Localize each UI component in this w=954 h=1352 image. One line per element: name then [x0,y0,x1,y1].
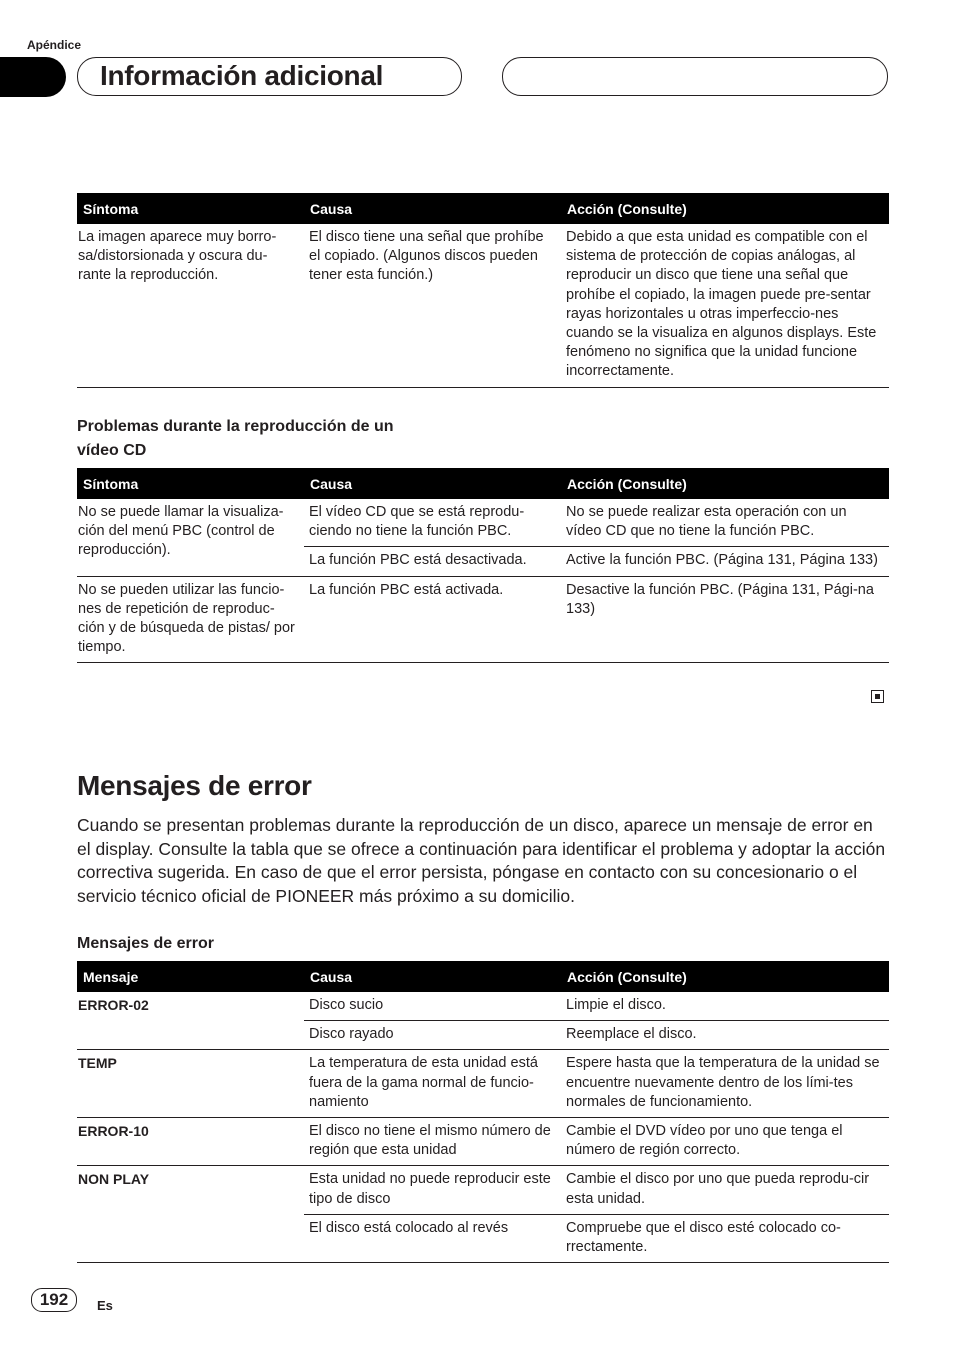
action-cell: No se puede realizar esta operación con un vídeo CD que no tiene la función PBC. [566,504,847,540]
table-row [77,1166,889,1214]
chapter-title: Información adicional [100,60,384,91]
header-cause: Causa [304,193,561,224]
action-cell: Desactive la función PBC. (Página 131, Pági-na 133) [561,576,889,663]
table-row [77,576,889,663]
error-messages-title: Mensajes de error [77,770,312,801]
header-action: Acción (Consulte) [561,193,889,224]
header-blank-box [502,57,888,96]
vcd-problems-table [77,468,889,663]
action-cell: Active la función PBC. (Página 131, Página 133) [561,547,889,576]
table-row [77,992,889,1021]
error-table-heading: Mensajes de error [77,935,214,952]
vcd-heading-line-1: Problemas durante la reproducción de un [77,418,394,435]
cause-cell: Disco sucio [309,997,384,1013]
cause-cell: El disco no tiene el mismo número de región que esta unidad [304,1118,561,1166]
cause-cell: La función PBC está desactivada. [304,547,561,576]
action-cell: Limpie el disco. [566,997,666,1013]
cause-cell: El disco tiene una señal que prohíbe el copiado. (Algunos discos pueden tener esta función.) [304,224,561,387]
header-action: Acción (Consulte) [561,961,889,992]
error-messages-table [77,961,889,1263]
table-row [77,1118,889,1166]
section-tab-marker [0,57,66,97]
action-cell: Cambie el disco por uno que pueda reprodu-cir esta unidad. [561,1166,889,1214]
error-code-cell: NON PLAY [77,1166,304,1263]
error-code-cell: TEMP [77,1050,304,1118]
header-cause: Causa [304,468,561,499]
cause-cell: El vídeo CD que se está reprodu-ciendo no tiene la función PBC. [309,504,525,540]
vcd-problems-heading [77,415,394,463]
cause-cell: La temperatura de esta unidad está fuera de la gama normal de funcio-namiento [304,1050,561,1118]
cause-cell: Disco rayado [304,1021,561,1050]
action-cell: Espere hasta que la temperatura de la unidad se encuentre nuevamente dentro de los lími-tes normales de funcionamiento. [561,1050,889,1118]
table-header-row [77,468,889,499]
error-code-cell: ERROR-10 [77,1118,304,1166]
image-problems-table [77,193,889,388]
header-cause: Causa [304,961,561,992]
header-symptom: Síntoma [77,193,304,224]
end-of-section-icon [871,690,884,703]
error-messages-intro: Cuando se presentan problemas durante la reproducción de un disco, aparece un mensaje de error en el display. Consulte la tabla que se ofrece a continuación para identificar el problema y adoptar la acción correctiva sugerida. En caso de que el error persista, póngase en contacto con su concesionario o el servicio técnico oficial de PIONEER más próximo a su domicilio. [77,815,886,906]
symptom-cell: No se pueden utilizar las funcio-nes de repetición de reproduc-ción y de búsqueda de pistas/ por tiempo. [77,576,304,663]
table-row [77,499,889,547]
header-symptom: Síntoma [77,468,304,499]
cause-cell: Esta unidad no puede reproducir este tipo de disco [304,1166,561,1214]
vcd-heading-line-2: vídeo CD [77,442,147,459]
error-code-cell: ERROR-02 [78,997,149,1013]
page-number: 192 [31,1288,77,1312]
action-cell: Reemplace el disco. [561,1021,889,1050]
cause-cell: La función PBC está activada. [304,576,561,663]
table-header-row [77,193,889,224]
table-header-row [77,961,889,992]
symptom-cell: La imagen aparece muy borro-sa/distorsionada y oscura du-rante la reproducción. [77,224,304,387]
language-code: Es [97,1298,113,1313]
table-row [77,1050,889,1118]
symptom-cell: No se puede llamar la visualiza-ción del menú PBC (control de reproducción). [78,504,284,559]
action-cell: Debido a que esta unidad es compatible con el sistema de protección de copias análogas, al reproducir un disco que tiene una señal que prohíbe el copiado, la imagen puede pre-sentar rayas horizontales u otras imperfeccio-nes cuando se la visualiza en algunos displays. Este fenómeno no significa que la unidad funcione incorrectamente. [561,224,889,387]
header-message: Mensaje [77,961,304,992]
table-row [77,224,889,387]
section-label: Apéndice [27,38,82,52]
chapter-title-box [77,57,462,96]
header-action: Acción (Consulte) [561,468,889,499]
action-cell: Cambie el DVD vídeo por uno que tenga el número de región correcto. [561,1118,889,1166]
cause-cell: El disco está colocado al revés [304,1214,561,1262]
action-cell: Compruebe que el disco esté colocado co-rrectamente. [561,1214,889,1262]
